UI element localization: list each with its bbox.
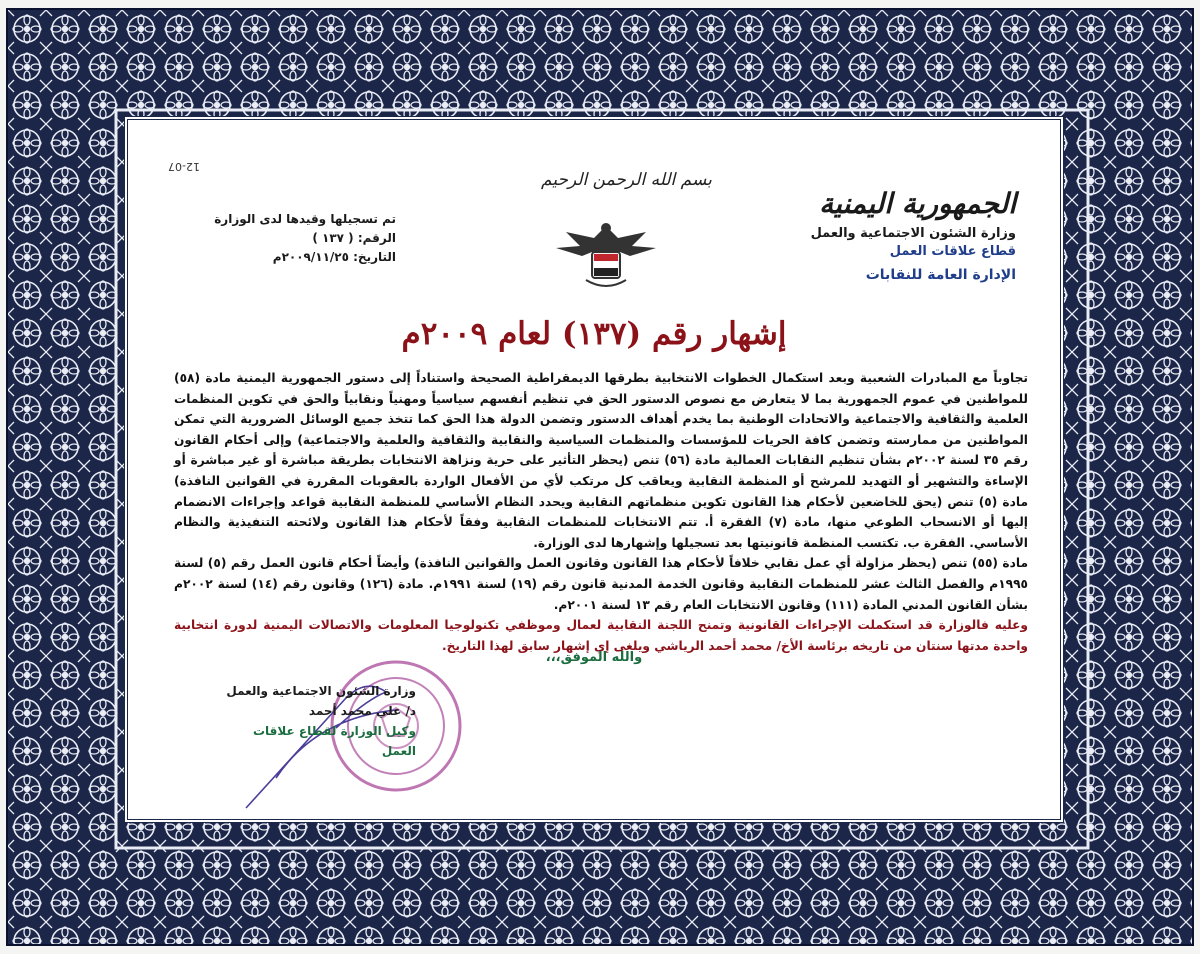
reference-number: 12-07 [168, 160, 200, 173]
issuer-header [811, 188, 1016, 283]
signatory-ministry: وزارة الشئون الاجتماعية والعمل [226, 684, 416, 698]
registration-date: التاريخ: ٢٠٠٩/١١/٢٥م [272, 250, 396, 264]
department-name: الإدارة العامة للنقابات [865, 267, 1016, 283]
closing-phrase: والله الموفق،،، [545, 650, 643, 665]
body-paragraph-2: مادة (٥٥) تنص (يحظر مزاولة أي عمل نقابي خلافاً لأحكام هذا القانون وقانون العمل والقوانين النافذة) وأيضاً أحكام قانون العمل رقم (٥) لسنة ١٩٩٥م والفصل الثالث عشر للمنظمات النقابية وقانون الخدمة المدنية قانون رقم (١٩) لسنة ١٩٩١م. مادة (١٢٦) وقانون رقم (١٤) لسنة ٢٠٠٢م بشأن القانون المدني المادة (١١١) وقانون الانتخابات العام رقم ١٣ لسنة ٢٠٠١م. [174, 556, 1028, 612]
document-body [174, 368, 1028, 656]
registration-note: تم تسجيلها وقيدها لدى الوزارة [214, 212, 396, 226]
certificate-paper [136, 128, 1052, 811]
signatory-title: وكيل الوزارة لقطاع علاقات العمل [252, 724, 416, 758]
bismillah-calligraphy: بسم الله الرحمن الرحيم [541, 170, 712, 190]
body-conclusion: وعليه فالوزارة قد استكملت الإجراءات القانونية وتمنح اللجنة النقابية لعمال وموظفي تكنولوجيا المعلومات والاتصالات اليمنية لدورة انتخابية واحدة مدتها سنتان من تاريخه برئاسة الأخ/ محمد أحمد الرياشي ويلغى إي إشهار سابق لهذا التاريخ. [174, 618, 1028, 653]
signature-block [216, 681, 416, 761]
registration-block [206, 210, 396, 267]
ministry-name: وزارة الشئون الاجتماعية والعمل [810, 226, 1016, 241]
yemen-eagle-emblem-icon [546, 218, 666, 298]
republic-name: الجمهورية اليمنية [819, 187, 1016, 220]
body-paragraph-1: تجاوباً مع المبادرات الشعبية وبعد استكمال الخطوات الانتخابية بطرقها الديمقراطية الصحيحة واستناداً إلى دستور الجمهورية اليمنية مادة (٥٨) للمواطنين في عموم الجمهورية بما لا يتعارض مع نصوص الدستور الحق في تنظيم أنفسهم سياسياً ومهنياً ونقابياً والحق في تكوين المنظمات العلمية والثقافية والاجتماعية والاتحادات الوطنية بما يخدم أهداف الدستور وتضمن الدولة هذا الحق كما تتخذ جميع الوسائل الضرورية التي تمكن المواطنين من ممارسته وتضمن كافة الحريات للمؤسسات والمنظمات السياسية والنقابية والثقافية والعلمية والاجتماعية) وإلى أحكام القانون رقم ٣٥ لسنة ٢٠٠٢م بشأن تنظيم النقابات العمالية مادة (٥٦) تنص (يحظر التأثير على حرية ونزاهة الانتخابات بطريقة مباشرة أو غير مباشرة أو الإساءة والتشهير أو التهديد للمرشح أو المنظمة النقابية ويعاقب كل مرتكب لأي من الأفعال الواردة بالعقوبات المقررة في القوانين النافذة) مادة (٥) تنص (يحق للخاضعين لأحكام هذا القانون تكوين منظماتهم النقابية ويحدد النظام الأساسي للمنظمة النقابية قواعد وإجراءات الانضمام إليها أو الانسحاب الطوعي منها، مادة (٧) الفقرة أ. تتم الانتخابات للمنظمات النقابية وفقاً لأحكام هذا القانون ولائحته التنفيذية والنظام الأساسي. الفقرة ب. تكتسب المنظمة قانونيتها بعد تسجيلها وإشهارها لدى الوزارة. [174, 371, 1028, 550]
registration-number: الرقم: ( ١٣٧ ) [312, 231, 396, 245]
document-title: إشهار رقم (١٣٧) لعام ٢٠٠٩م [401, 316, 787, 352]
signatory-name: د/ علي محمد أحمد [308, 704, 416, 718]
sector-name: قطاع علاقات العمل [889, 244, 1016, 259]
